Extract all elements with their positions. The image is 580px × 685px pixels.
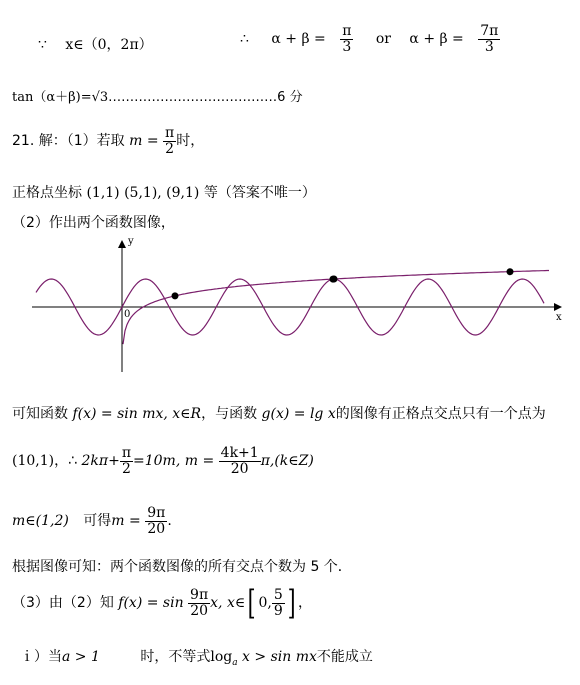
g-definition: g(x) = lg x	[261, 406, 336, 422]
m-range: m∈(1,2)	[12, 513, 69, 530]
known-b: ，与函数	[201, 406, 258, 422]
m-equals-b: m =	[111, 513, 141, 530]
x-axis-label: x	[556, 312, 562, 323]
grid-points-label: 正格点坐标	[12, 185, 82, 201]
grid-points-coords: (1,1) (5,1), (9,1)	[86, 185, 200, 201]
part3-a: （3）由（2）知	[12, 595, 114, 611]
tan-expression: tan（α＋β)=	[12, 90, 92, 105]
case-1-line	[20, 646, 373, 668]
fraction-9pi-over-20-b: $\frac{9\pi}{20}$	[190, 586, 209, 619]
intersection-point	[507, 268, 514, 275]
m-result-text: 可得	[83, 513, 112, 530]
q21-part1: （1）若取	[66, 133, 125, 150]
point-10-1-line	[12, 446, 314, 476]
fraction-7pi-over-3: $\frac{7\pi}{3}$	[480, 23, 499, 55]
known-a: 可知函数	[12, 406, 68, 422]
function-graph	[0, 232, 580, 380]
expr-2kpi: 2kπ+	[81, 453, 120, 470]
m-end: .	[167, 513, 172, 530]
fraction-4k1-over-20: $\frac{4k+1}{20}$	[220, 445, 259, 477]
sqrt-3: √3	[91, 90, 109, 105]
known-c: 的图像有正格点交点只有一个点为	[335, 406, 546, 422]
part2-line: （2）作出两个函数图像，	[12, 215, 175, 231]
expr-k-in-z: π,(k∈Z)	[260, 453, 314, 470]
origin-label: 0	[124, 309, 131, 320]
fraction-9pi-over-20: $\frac{9\pi}{20}$	[147, 505, 166, 537]
log-base: a	[232, 657, 238, 668]
intersection-count-line: 根据图像可知：两个函数图像的所有交点个数为 5 个．	[12, 559, 352, 575]
therefore-text: ，∴	[54, 453, 78, 470]
part3-c: ，	[298, 595, 313, 611]
intersection-point	[172, 292, 179, 299]
fraction-5-over-9: $\frac{5}{9}$	[273, 586, 283, 619]
f-definition: f(x) = sin mx, x∈R	[72, 406, 202, 422]
known-function-line	[12, 403, 546, 423]
case-1-c: 不能成立	[316, 649, 373, 665]
line-2	[12, 86, 303, 105]
because-symbol: ∵	[38, 37, 47, 53]
intersection-point	[331, 276, 338, 283]
score-dots: …………………………………6 分	[108, 90, 303, 105]
alpha-beta-eq-2: α + β =	[409, 31, 464, 48]
interval-left: 0,	[258, 595, 272, 611]
q21-line	[12, 126, 204, 156]
fraction-pi-over-2-b: $\frac{\pi}{2}$	[121, 445, 132, 477]
log-text: log	[210, 649, 233, 665]
point-10-1: (10,1)	[12, 453, 55, 470]
case-1-cond: a > 1	[62, 649, 100, 665]
grid-points-note: 等（答案不唯一）	[203, 185, 316, 201]
right-bracket: ]	[287, 583, 296, 623]
or-text: or	[375, 31, 391, 48]
q21-tail: 时，	[176, 133, 205, 150]
part3-line	[12, 583, 313, 623]
expr-10m: =10m, m =	[133, 453, 215, 470]
y-axis-label: y	[128, 236, 134, 247]
m-equals: m =	[129, 133, 159, 150]
fraction-pi-over-3: $\frac{\pi}{3}$	[342, 23, 352, 55]
case-1-b: 时，不等式	[140, 649, 211, 665]
alpha-beta-eq-1: α + β =	[271, 31, 326, 48]
q21-label: 21. 解：	[12, 133, 67, 150]
therefore-symbol: ∴	[240, 31, 249, 48]
case-1-a: ｉ）当	[20, 649, 62, 665]
case-1-ineq: x > sin mx	[242, 649, 317, 665]
part3-f: f(x) = sin	[118, 595, 184, 611]
domain-text: x∈（0，2π）	[65, 37, 153, 53]
part3-b: x, x∈	[210, 595, 246, 611]
fraction-pi-over-2: $\frac{\pi}{2}$	[165, 125, 175, 157]
line-1-right	[240, 24, 500, 54]
line-1	[38, 34, 153, 54]
m-range-line	[12, 506, 172, 536]
left-bracket: [	[247, 583, 256, 623]
grid-points-line	[12, 182, 316, 202]
